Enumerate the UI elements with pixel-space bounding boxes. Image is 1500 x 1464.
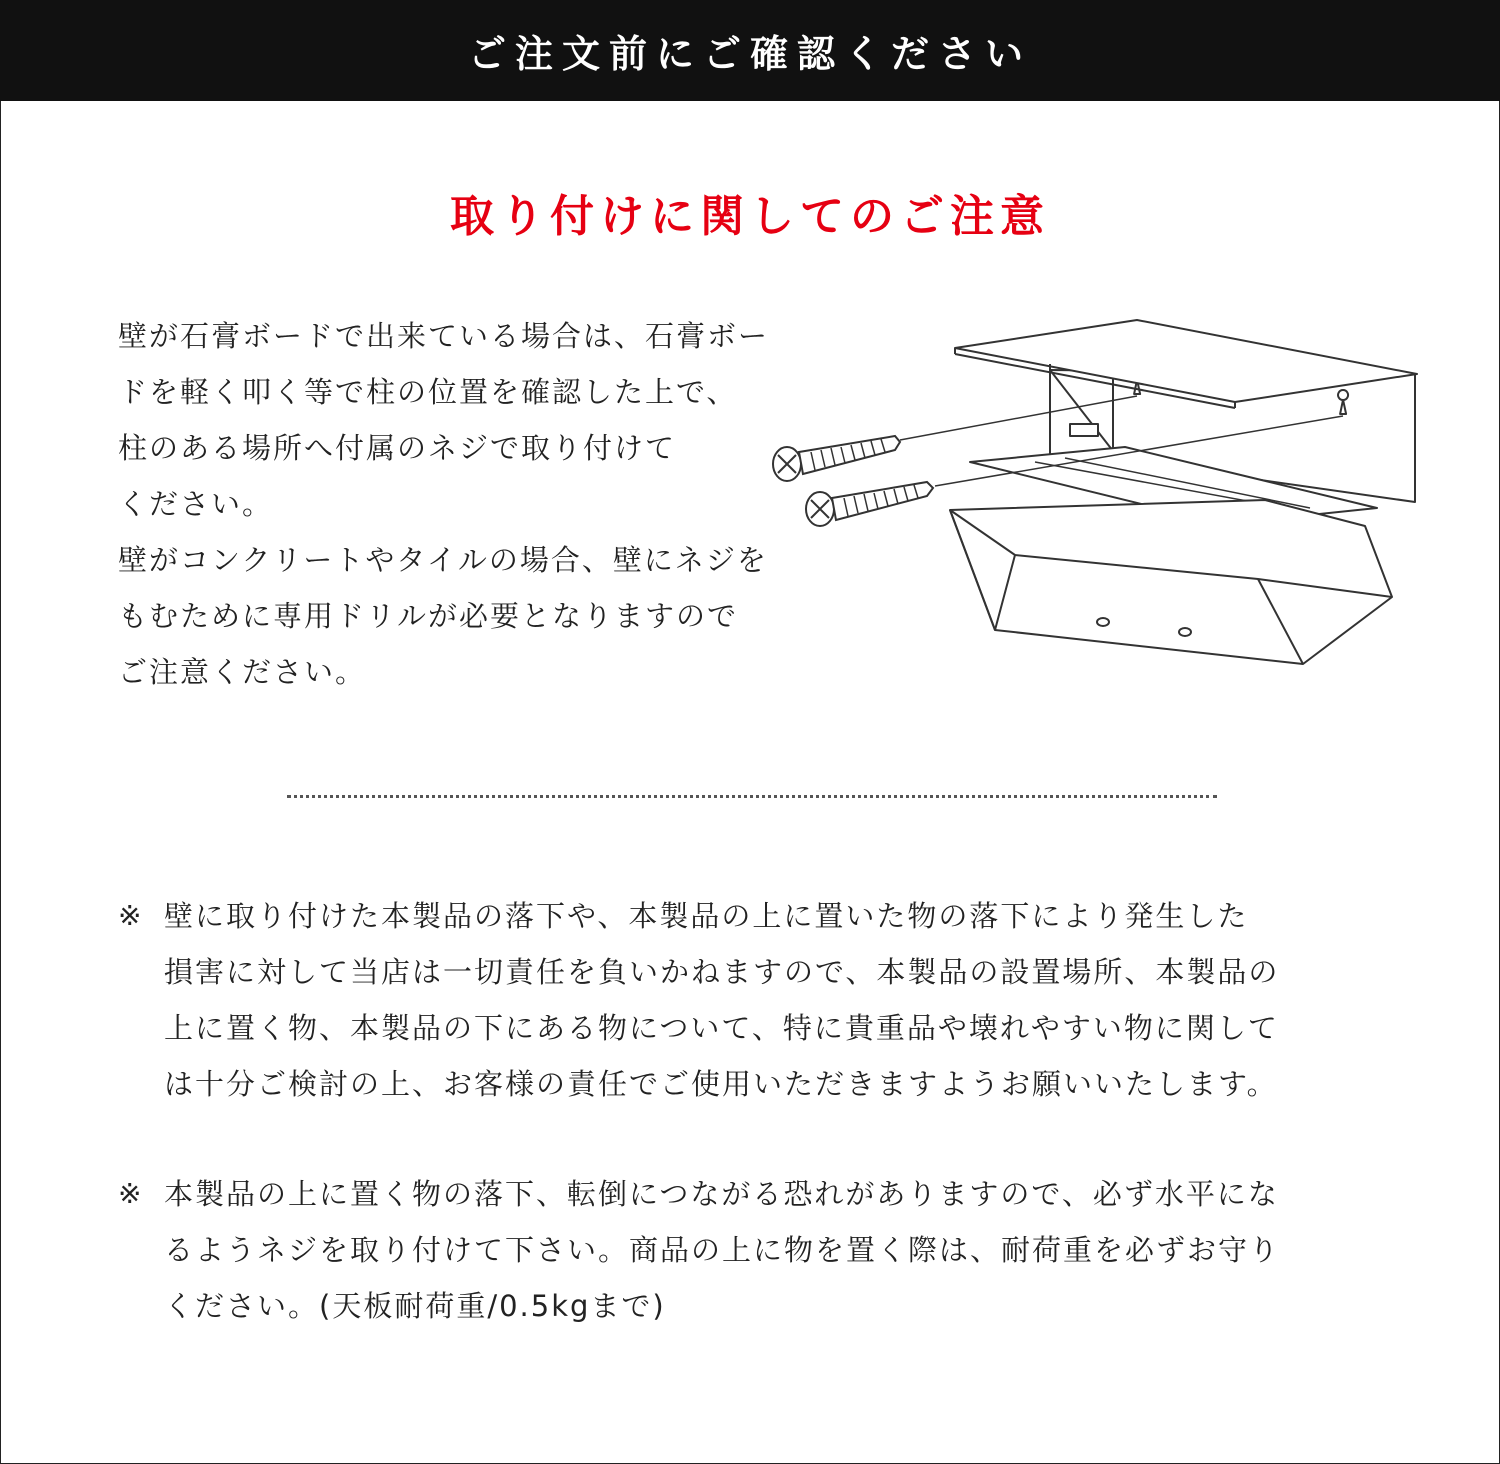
instruction-line: 壁が石膏ボードで出来ている場合は、石膏ボー bbox=[118, 319, 770, 353]
screw-icon bbox=[773, 436, 900, 481]
instruction-line: ご注意ください。 bbox=[118, 655, 367, 689]
note-line: ください。(天板耐荷重/0.5kgまで) bbox=[164, 1289, 666, 1323]
note-line: 壁に取り付けた本製品の落下や、本製品の上に置いた物の落下により発生した bbox=[164, 899, 1249, 933]
note-mark: ※ bbox=[118, 899, 142, 932]
tray-hole bbox=[1179, 628, 1191, 636]
notice-header bbox=[0, 0, 1500, 101]
shelf-mounting-illustration bbox=[765, 312, 1425, 682]
note-line: るようネジを取り付けて下さい。商品の上に物を置く際は、耐荷重を必ずお守り bbox=[164, 1233, 1281, 1267]
caution-note bbox=[118, 888, 1418, 1112]
section-title: 取り付けに関してのご注意 bbox=[450, 191, 1050, 242]
note-line: 損害に対して当店は一切責任を負いかねますので、本製品の設置場所、本製品の bbox=[164, 955, 1280, 989]
instruction-line: 壁がコンクリートやタイルの場合、壁にネジを bbox=[118, 543, 768, 577]
note-line: は十分ご検討の上、お客様の責任でご使用いただきますようお願いいたします。 bbox=[164, 1067, 1278, 1101]
clip bbox=[1070, 424, 1098, 436]
caution-note bbox=[118, 1166, 1418, 1334]
installation-instructions bbox=[118, 308, 838, 700]
instruction-line: もむために専用ドリルが必要となりますので bbox=[118, 599, 739, 633]
note-mark: ※ bbox=[118, 1177, 142, 1210]
screw-icon bbox=[806, 482, 933, 526]
tray-body bbox=[950, 500, 1392, 664]
dotted-divider bbox=[287, 795, 1217, 798]
note-line: 本製品の上に置く物の落下、転倒につながる恐れがありますので、必ず水平にな bbox=[164, 1177, 1279, 1211]
instruction-line: ドを軽く叩く等で柱の位置を確認した上で、 bbox=[118, 375, 738, 409]
instruction-line: ください。 bbox=[118, 487, 274, 521]
note-line: 上に置く物、本製品の下にある物について、特に貴重品や壊れやすい物に関して bbox=[164, 1011, 1279, 1045]
header-title: ご注文前にご確認ください bbox=[467, 32, 1032, 76]
tray-hole bbox=[1097, 618, 1109, 626]
instruction-line: 柱のある場所へ付属のネジで取り付けて bbox=[118, 431, 677, 465]
